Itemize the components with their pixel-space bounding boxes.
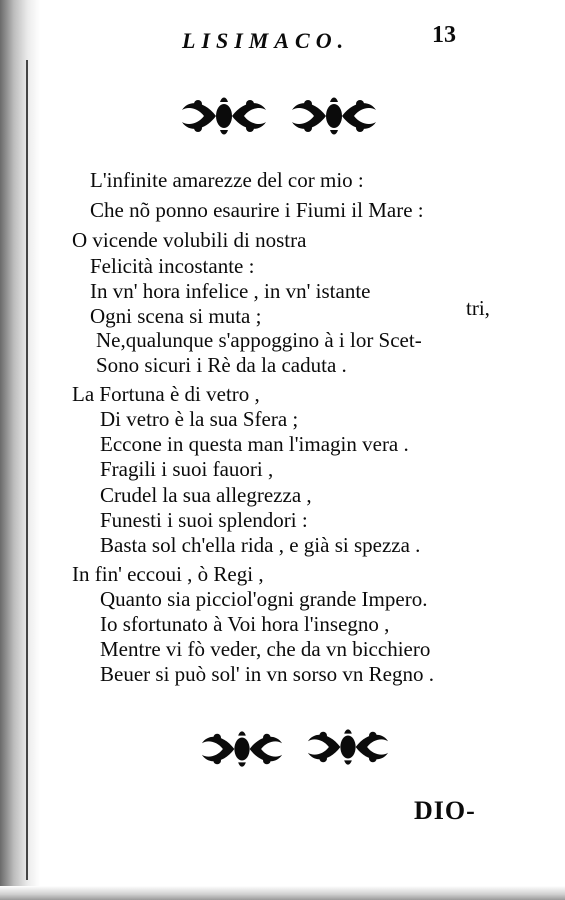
catchword: DIO-: [414, 796, 476, 825]
top-ornament-right-icon: [286, 94, 382, 138]
verse-line: Io sfortunato à Voi hora l'insegno ,: [100, 612, 390, 636]
binding-edge: [26, 60, 28, 880]
verse-line: Ogni scena si muta ;: [90, 304, 262, 328]
verse-line: Fragili i suoi fauori ,: [100, 457, 274, 481]
page-bottom-edge: [0, 886, 565, 900]
top-ornament-left-icon: [176, 94, 272, 138]
verse-line: Eccone in questa man l'imagin vera .: [100, 432, 409, 456]
verse-turnover: tri,: [466, 296, 490, 320]
verse-line: Felicità incostante :: [90, 254, 255, 278]
verse-line: In fin' eccoui , ò Regi ,: [72, 562, 264, 586]
verse-line: Funesti i suoi splendori :: [100, 508, 308, 532]
verse-line: Che nõ ponno esaurire i Fiumi il Mare :: [90, 198, 424, 222]
verse-line: L'infinite amarezze del cor mio :: [90, 168, 364, 192]
verse-line: In vn' hora infelice , in vn' istante: [90, 279, 371, 303]
page-gutter-shadow: [0, 0, 40, 900]
verse-line: O vicende volubili di nostra: [72, 228, 307, 252]
verse-line: Mentre vi fò veder, che da vn bicchiero: [100, 637, 431, 661]
verse-line: Sono sicuri i Rè da la caduta .: [96, 353, 347, 377]
verse-line: Di vetro è la sua Sfera ;: [100, 407, 299, 431]
verse-line: Quanto sia picciol'ogni grande Impero.: [100, 587, 428, 611]
verse-line: Basta sol ch'ella rida , e già si spezza .: [100, 533, 421, 557]
bottom-ornament-right-icon: [302, 726, 394, 768]
verse-line: Beuer si può sol' in vn sorso vn Regno .: [100, 662, 434, 686]
verse-line: Crudel la sua allegrezza ,: [100, 483, 312, 507]
bottom-ornament-left-icon: [196, 728, 288, 770]
page-number: 13: [432, 22, 456, 48]
verse-line: La Fortuna è di vetro ,: [72, 382, 260, 406]
verse-line: Ne,qualunque s'appoggino à i lor Scet-: [96, 328, 422, 352]
running-title: LISIMACO.: [182, 28, 350, 53]
